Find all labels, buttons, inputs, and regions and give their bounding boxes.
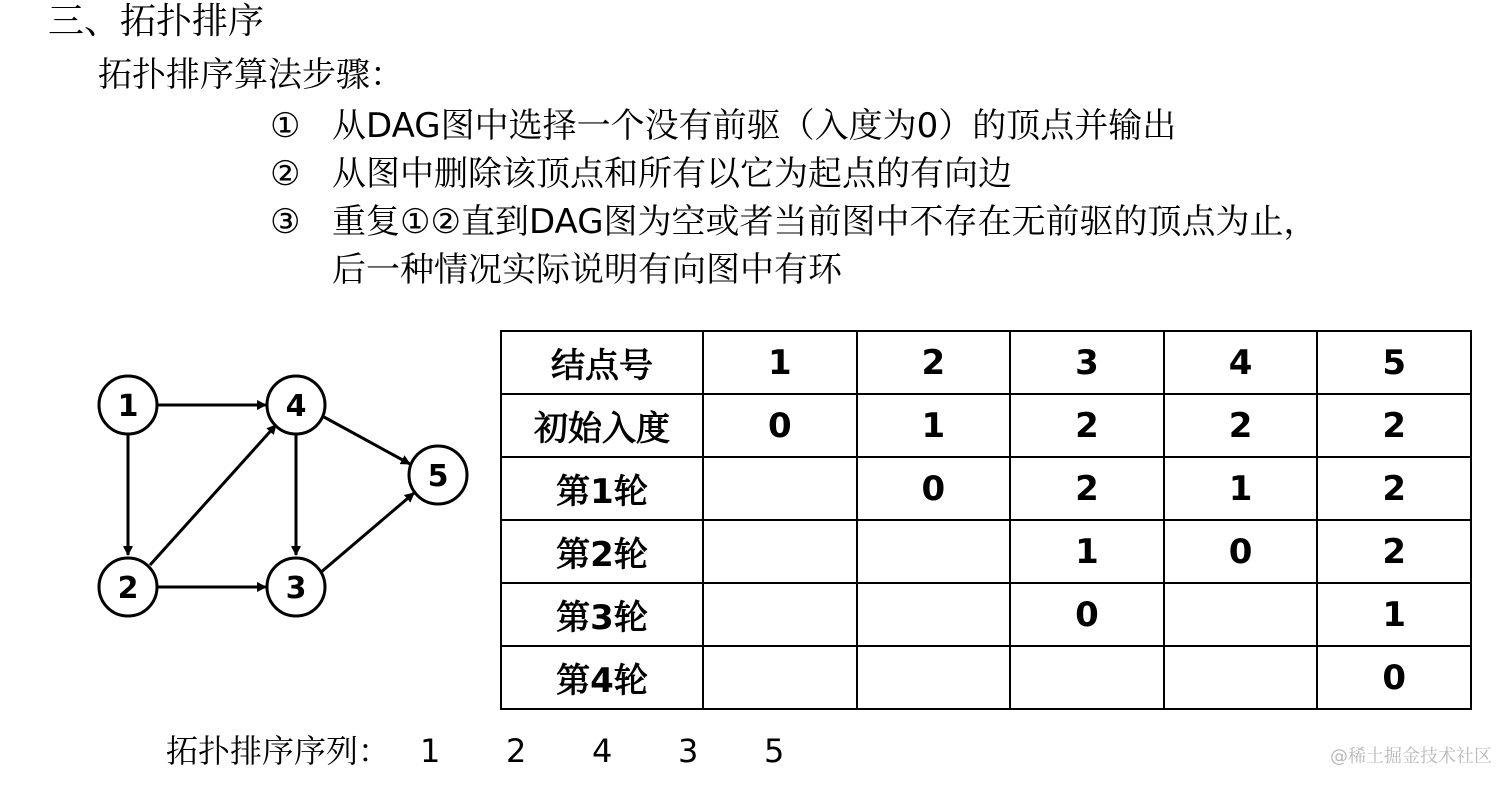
row-label-cell: 第4轮 [501,646,703,709]
table-cell: 2 [1010,457,1164,520]
section-heading: 三、拓扑排序 [48,1,265,42]
node-label: 2 [117,571,139,606]
row-label-cell: 第2轮 [501,520,703,583]
table-cell: 2 [1317,457,1471,520]
table-cell: 2 [1164,394,1318,457]
table-row [501,457,1471,520]
row-label-cell: 第3轮 [501,583,703,646]
table-cell [1164,646,1318,709]
sequence-value: 4 [592,732,613,770]
table-cell: 0 [703,394,857,457]
node-2 [99,558,157,616]
algorithm-steps-title: 拓扑排序算法步骤： [98,55,404,95]
sequence-value: 1 [420,732,441,770]
table-row [501,583,1471,646]
table-cell: 2 [1317,394,1471,457]
table-cell: 2 [1010,394,1164,457]
header-cell: 3 [1010,331,1164,394]
table-row [501,394,1471,457]
sequence-label: 拓扑排序序列： [166,732,391,770]
table-cell [703,457,857,520]
step-number: ① [270,106,301,146]
table-row [501,646,1471,709]
node-5 [409,446,467,504]
table-cell: 1 [1317,583,1471,646]
table-cell [703,583,857,646]
indegree-table [500,330,1472,710]
table-cell [857,646,1011,709]
table-row [501,520,1471,583]
sequence-value: 2 [506,732,527,770]
step-item [270,198,1318,246]
table-cell: 0 [1317,646,1471,709]
header-cell: 2 [857,331,1011,394]
row-label-cell: 初始入度 [501,394,703,457]
node-1 [99,376,157,434]
header-cell: 结点号 [501,331,703,394]
table-cell [703,520,857,583]
edge-3-5 [320,493,414,573]
step-item [270,150,1318,198]
node-label: 5 [427,459,449,494]
table-cell: 1 [1010,520,1164,583]
table-cell: 0 [1010,583,1164,646]
step-item [270,102,1318,150]
step-number: ② [270,154,301,194]
table-cell [857,520,1011,583]
table-cell [857,583,1011,646]
table-cell [703,646,857,709]
table-cell: 0 [1164,520,1318,583]
table-cell: 1 [1164,457,1318,520]
step-text: 从DAG图中选择一个没有前驱（入度为0）的顶点并输出 [332,106,1177,146]
edge-4-5 [324,417,410,464]
edge-2-4 [150,425,276,565]
header-cell: 4 [1164,331,1318,394]
node-label: 1 [117,389,139,424]
step-number: ③ [270,202,301,242]
watermark: @稀土掘金技术社区 [1330,746,1492,767]
header-cell: 5 [1317,331,1471,394]
table-header-row [501,331,1471,394]
row-label-cell: 第1轮 [501,457,703,520]
table-cell: 0 [857,457,1011,520]
node-3 [267,558,325,616]
node-label: 3 [285,571,307,606]
dag-graph [80,350,490,640]
table-cell [1010,646,1164,709]
table-cell: 1 [857,394,1011,457]
table-cell [1164,583,1318,646]
step-text: 从图中删除该顶点和所有以它为起点的有向边 [332,154,1012,194]
steps-list [270,102,1318,294]
step-continuation: 后一种情况实际说明有向图中有环 [332,250,842,290]
topological-sequence [166,728,850,774]
sequence-value: 3 [678,732,699,770]
table-cell: 2 [1317,520,1471,583]
header-cell: 1 [703,331,857,394]
sequence-value: 5 [764,732,785,770]
node-label: 4 [285,389,307,424]
step-text: 重复①②直到DAG图为空或者当前图中不存在无前驱的顶点为止， [332,202,1318,242]
node-4 [267,376,325,434]
